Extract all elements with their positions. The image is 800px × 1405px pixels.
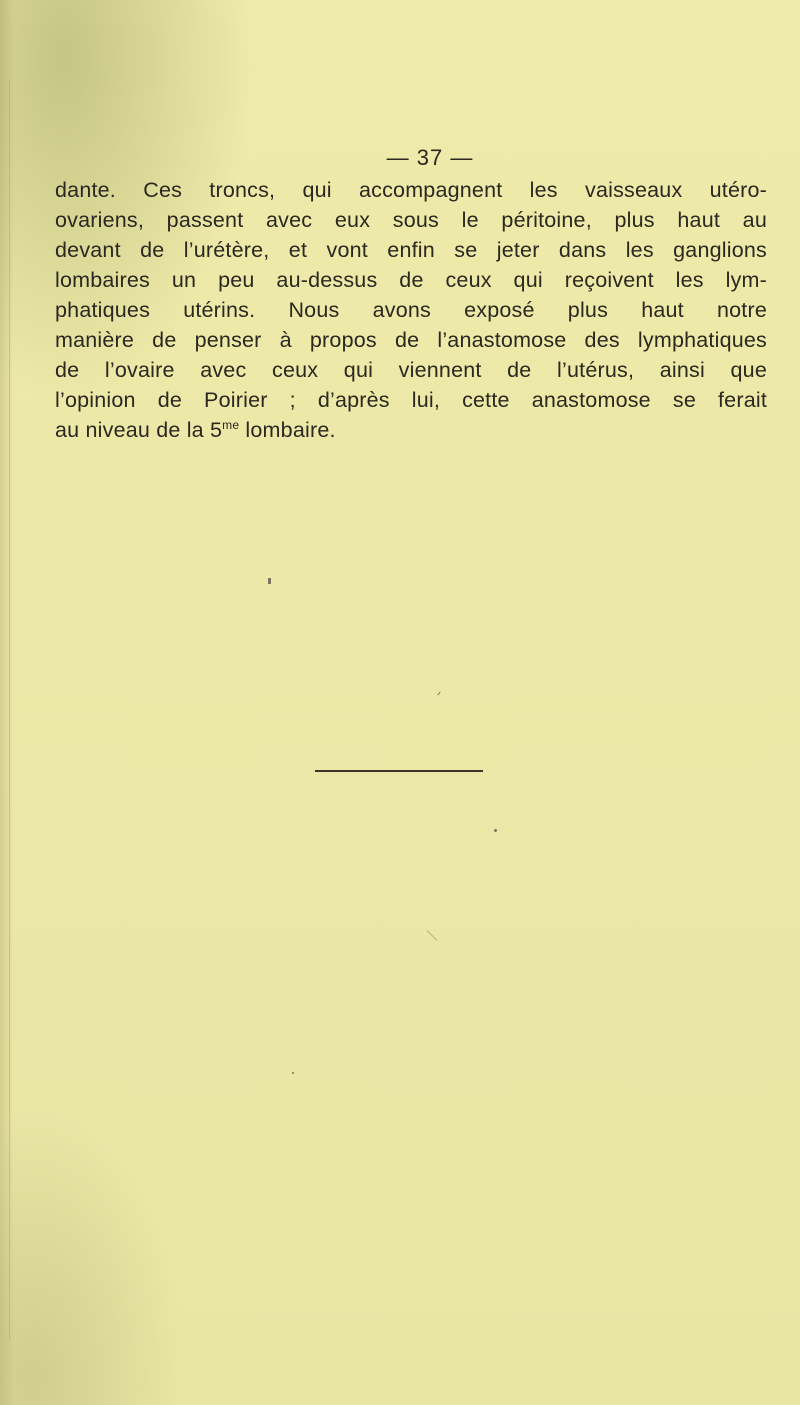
text-line: phatiques utérins. Nous avons exposé plus haut notre bbox=[55, 298, 767, 322]
paper-speck bbox=[292, 1072, 294, 1074]
text-line: ovariens, passent avec eux sous le péritoine, plus haut au bbox=[55, 208, 767, 232]
body-paragraph bbox=[55, 175, 767, 445]
page-number: — 37 — bbox=[386, 145, 474, 170]
paper-speck bbox=[437, 692, 440, 696]
section-rule bbox=[315, 770, 483, 772]
text-line: devant de l’urétère, et vont enfin se jeter dans les ganglions bbox=[55, 238, 767, 262]
text-line: de l’ovaire avec ceux qui viennent de l’utérus, ainsi que bbox=[55, 358, 767, 382]
last-line-text: au niveau de la 5 bbox=[55, 418, 223, 442]
ordinal-superscript: me bbox=[222, 418, 240, 432]
paper-speck bbox=[427, 930, 438, 941]
text-line: dante. Ces troncs, qui accompagnent les vaisseaux utéro- bbox=[55, 178, 767, 202]
page-edge-shadow bbox=[9, 80, 10, 1340]
last-line-text-end: lombaire. bbox=[239, 418, 336, 442]
text-line: l’opinion de Poirier ; d’après lui, cette anastomose se ferait bbox=[55, 388, 767, 412]
text-line: manière de penser à propos de l’anastomose des lymphatiques bbox=[55, 328, 767, 352]
paper-speck bbox=[494, 829, 497, 832]
text-line-last bbox=[55, 415, 767, 445]
text-line: lombaires un peu au-dessus de ceux qui reçoivent les lym- bbox=[55, 268, 767, 292]
paper-speck bbox=[268, 578, 271, 584]
